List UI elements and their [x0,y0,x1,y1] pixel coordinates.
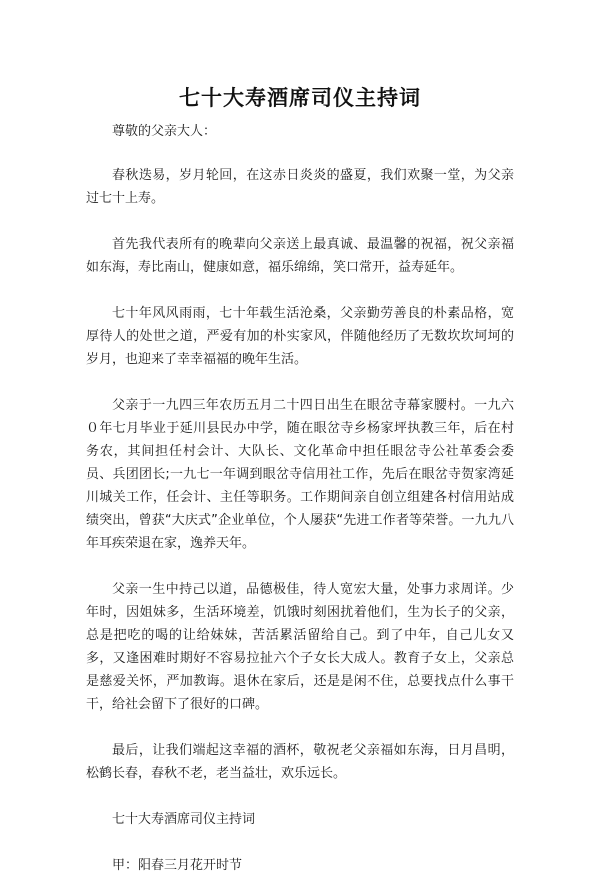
salutation: 尊敬的父亲大人： [112,124,217,139]
paragraph-life: 父亲一生中持己以道，品德极佳，待人宽宏大量，处事力求周详。少年时，因姐妹多，生活环境差，饥饿时刻困扰着他们，生为长子的父亲，总是把吃的喝的让给妹妹，苦活累活留给自己。到了中年，自己儿女又多，又逢困难时期好不容易拉扯六个子女长大成人。教育子女上，父亲总是慈爱关怀，严加教诲。退休在家后，还是是闲不住，总要找点什么事干干，给社会留下了很好的口碑。 [86,582,514,712]
document-body [86,120,514,877]
document-title: 七十大寿酒席司仪主持词 [179,86,421,110]
paragraph-character: 七十年风风雨雨，七十年载生活沧桑，父亲勤劳善良的朴素品格，宽厚待人的处世之道，严爱有加的朴实家风，伴随他经历了无数坎坎坷坷的岁月，也迎来了幸幸福福的晚年生活。 [86,306,514,367]
paragraph-opening: 春秋迭易，岁月轮回，在这赤日炎炎的盛夏，我们欢聚一堂，为父亲过七十上寿。 [86,168,514,206]
paragraph-toast: 最后，让我们端起这幸福的酒杯，敬祝老父亲福如东海，日月昌明，松鹤长春，春秋不老，老当益壮，欢乐远长。 [86,743,514,781]
paragraph-blessing: 首先我代表所有的晚辈向父亲送上最真诚、最温馨的祝福，祝父亲福如东海，寿比南山，健康如意，福乐绵绵，笑口常开，益寿延年。 [86,237,514,275]
paragraph-host-line: 甲：阳春三月花开时节 [112,858,243,873]
section-heading: 七十大寿酒席司仪主持词 [112,812,256,827]
paragraph-biography: 父亲于一九四三年农历五月二十四日出生在眼岔寺幕家腰村。一九六０年七月毕业于延川县民办中学，随在眼岔寺乡杨家坪执教三年，后在村务农，其间担任村会计、大队长、文化革命中担任眼岔寺公社革委会委员、兵团团长;一九七一年调到眼岔寺信用社工作，先后在眼岔寺贺家湾延川城关工作，任会计、主任等职务。工作期间亲自创立组建各村信用站成绩突出，曾获“大庆式”企业单位，个人屡获“先进工作者等荣誉。一九九八年耳疾荣退在家，逸养天年。 [86,398,514,551]
